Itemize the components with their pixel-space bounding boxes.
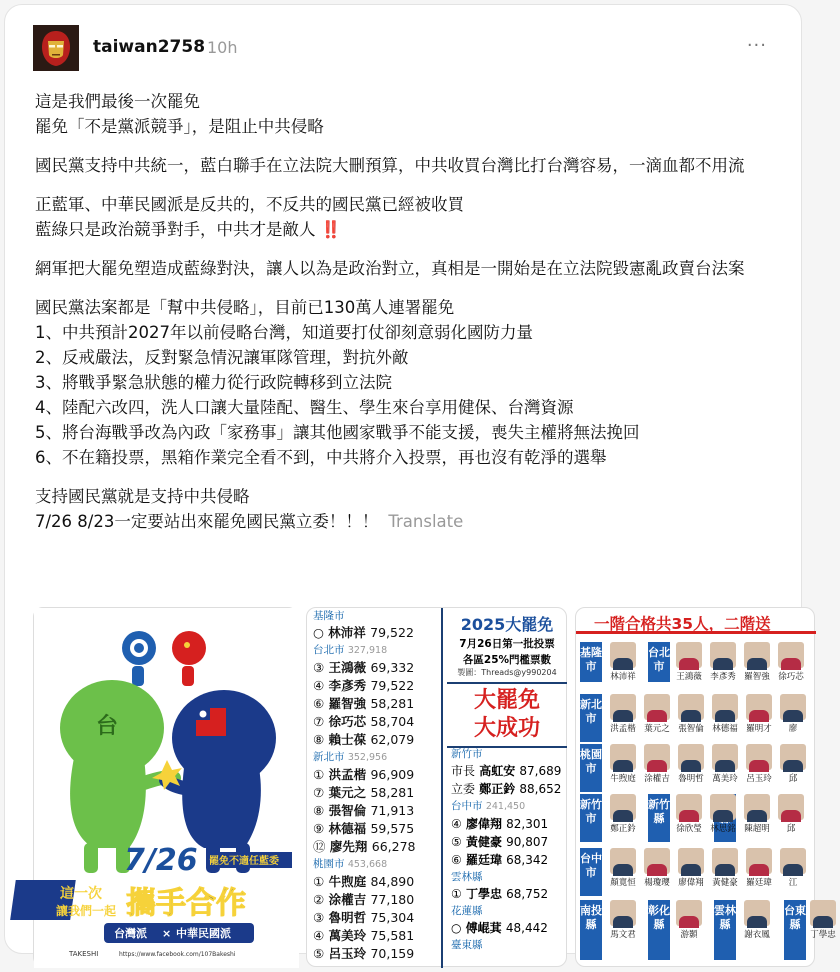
- candidate-name: 牛煦庭: [610, 774, 636, 784]
- district-mark: ④: [313, 678, 325, 693]
- region-label: 南投縣: [580, 900, 602, 960]
- candidate-photo: [780, 694, 806, 720]
- candidate-photo: [678, 694, 704, 720]
- poster-footer-x: ×: [162, 927, 172, 940]
- district-mark: ①: [313, 874, 325, 889]
- region-name: 基隆市: [313, 610, 345, 622]
- candidate-card: [706, 642, 740, 682]
- list-item: [451, 815, 567, 833]
- candidate-name: 李彥秀: [328, 678, 367, 693]
- district-mark: ⑤: [451, 835, 462, 849]
- paragraph: [35, 484, 785, 534]
- paragraph: [35, 256, 785, 281]
- threshold-votes: 77,180: [370, 892, 415, 907]
- text-line: 國民黨支持中共統一，藍白聯手在立法院大刪預算，中共收買台灣比打台灣容易，一滴血都不用流: [35, 156, 745, 175]
- threshold-votes: 62,079: [370, 732, 415, 747]
- region-name: 新竹市: [451, 748, 483, 760]
- threshold-votes: 58,704: [370, 714, 415, 729]
- region-name: 臺東縣: [451, 939, 483, 951]
- double-exclamation-icon: ‼️: [320, 220, 342, 239]
- candidate-card: [742, 694, 776, 734]
- threshold-votes: 59,575: [370, 821, 415, 836]
- candidate-name: 鄭正鈐: [610, 824, 636, 834]
- threshold-votes: 82,301: [506, 817, 549, 831]
- candidate-name: 廖: [788, 724, 798, 734]
- candidate-card: [606, 848, 640, 888]
- candidate-photo: [710, 642, 736, 668]
- poster-credit-url: https://www.facebook.com/107Bakeshi: [119, 951, 236, 958]
- post-time: 10h: [207, 38, 238, 57]
- region-label: 台東縣: [784, 900, 806, 960]
- region-name: 雲林縣: [451, 871, 483, 883]
- threshold-votes: 71,913: [370, 803, 415, 818]
- post-body: [35, 89, 785, 548]
- candidate-name: 邱: [786, 824, 796, 834]
- list-item: [451, 851, 567, 869]
- candidate-card: [708, 694, 742, 734]
- candidate-name: 賴士葆: [328, 732, 367, 747]
- district-mark: ○: [451, 921, 462, 935]
- list-item: [313, 838, 441, 856]
- district-mark: ②: [313, 892, 325, 907]
- list-item: [313, 820, 441, 838]
- region-heading: [451, 937, 567, 953]
- district-mark: ⑦: [313, 714, 325, 729]
- candidate-card: [776, 694, 810, 734]
- recall-slogan-line: 大成功: [473, 716, 540, 741]
- candidate-name: 葉元之: [328, 785, 367, 800]
- text-line: [35, 509, 785, 534]
- candidate-name: 丁學忠: [465, 887, 502, 901]
- candidate-photo: [746, 744, 772, 770]
- green-figure-char: 台: [96, 714, 119, 739]
- candidate-name: 魯明哲: [328, 910, 367, 925]
- candidate-photo: [678, 744, 704, 770]
- candidate-name: 林德福: [328, 821, 367, 836]
- text-line: 支持國民黨就是支持中共侵略: [35, 487, 250, 506]
- region-name: 花蓮縣: [451, 905, 483, 917]
- paragraph: [35, 295, 785, 470]
- candidate-card: [606, 744, 640, 784]
- candidate-name: 廖偉翔: [678, 878, 704, 888]
- text-line: 正藍軍、中華民國派是反共的，不反共的國民黨已經被收買: [35, 195, 464, 214]
- candidate-name: 涂權吉: [328, 892, 367, 907]
- poster-line1: 這一次: [60, 886, 102, 902]
- poster-tag: 罷免不適任藍委: [209, 856, 279, 867]
- candidate-photo: [744, 900, 770, 926]
- candidate-name: 徐欣瑩: [676, 824, 702, 834]
- candidate-card: [640, 694, 674, 734]
- region-population: 352,956: [347, 752, 388, 763]
- candidate-name: 陳超明: [744, 824, 770, 834]
- candidate-photo: [778, 642, 804, 668]
- region-population: 453,668: [347, 859, 388, 870]
- candidate-photo: [744, 642, 770, 668]
- column-divider: [441, 608, 443, 968]
- candidate-card: [740, 642, 774, 682]
- candidate-photo: [610, 848, 636, 874]
- candidate-photo: [712, 694, 738, 720]
- recall-title: 2025大罷免: [460, 615, 554, 634]
- text-line: 罷免「不是黨派競爭」，是阻止中共侵略: [35, 117, 324, 136]
- list-item: [313, 909, 441, 927]
- candidate-photo: [644, 744, 670, 770]
- district-mark: ⑦: [313, 785, 325, 800]
- region-population: 241,450: [485, 801, 526, 812]
- candidate-card: [774, 642, 808, 682]
- candidate-name: 洪孟楷: [328, 767, 367, 782]
- text-line: [35, 217, 785, 242]
- candidate-photo: [610, 694, 636, 720]
- district-mark: ⑥: [451, 853, 462, 867]
- list-item: [313, 784, 441, 802]
- candidate-photo: [610, 744, 636, 770]
- poster-date: 7/26: [124, 843, 198, 878]
- candidate-name: 林沛祥: [328, 625, 366, 640]
- region-heading: [313, 608, 441, 624]
- threshold-votes: 68,342: [506, 853, 549, 867]
- district-mark: ○: [313, 625, 324, 640]
- candidate-card: [776, 848, 810, 888]
- candidate-photo: [644, 694, 670, 720]
- candidate-name: 高虹安: [479, 764, 516, 778]
- threshold-votes: 70,159: [370, 946, 415, 961]
- candidate-card: [706, 794, 740, 834]
- candidate-card: [742, 848, 776, 888]
- candidate-name: 顏寬恒: [610, 878, 636, 888]
- candidate-name: 李彥秀: [710, 672, 736, 682]
- poster-slogan: 攜手合作: [126, 886, 246, 921]
- region-label: 彰化縣: [648, 900, 670, 960]
- text-line: 6、不在籍投票，黑箱作業完全看不到，中共將介入投票，再也沒有乾淨的選舉: [35, 448, 607, 467]
- recall-list-right: [451, 746, 567, 953]
- region-heading: [313, 856, 441, 873]
- district-mark: ⑤: [313, 946, 325, 961]
- candidate-name: 洪孟楷: [610, 724, 636, 734]
- candidate-name: 王鴻薇: [676, 672, 702, 682]
- region-label: 桃園市: [580, 744, 602, 792]
- district-mark: ⑫: [313, 839, 326, 854]
- poster-line2: 讓我們一起: [56, 904, 117, 918]
- threshold-votes: 96,909: [370, 767, 415, 782]
- region-heading: [451, 869, 567, 885]
- candidate-photo: [712, 848, 738, 874]
- candidate-name: 魯明哲: [678, 774, 704, 784]
- candidate-name: 廖偉翔: [465, 817, 502, 831]
- candidate-photo: [610, 642, 636, 668]
- poster-footer-left: 台灣派: [114, 927, 147, 940]
- candidate-name: 黃健豪: [712, 878, 738, 888]
- candidate-photo: [610, 794, 636, 820]
- avatar[interactable]: [33, 25, 79, 71]
- candidate-name: 傅崐萁: [465, 921, 502, 935]
- threshold-votes: 90,807: [506, 835, 549, 849]
- list-item: [451, 885, 567, 903]
- candidate-photo: [780, 848, 806, 874]
- text-line: 1、中共預計2027年以前侵略台灣，知道要打仗卻刻意弱化國防力量: [35, 323, 533, 342]
- list-item: [313, 945, 441, 963]
- list-item: [451, 780, 567, 798]
- candidate-name: 邱: [788, 774, 798, 784]
- avatar-ironman-icon: [33, 25, 79, 71]
- list-item: [313, 624, 441, 642]
- image-gallery: [33, 607, 836, 967]
- candidate-name: 江: [788, 878, 798, 888]
- region-label: 新竹市: [580, 794, 602, 842]
- text-line: 5、將台海戰爭改為內政「家務事」讓其他國家戰爭不能支援，喪失主權將無法挽回: [35, 423, 640, 442]
- list-item: [313, 677, 441, 695]
- text-line: 網軍把大罷免塑造成藍綠對決，讓人以為是政治對立，真相是一開始是在立法院毀憲亂政賣台法案: [35, 259, 745, 278]
- candidate-name: 楊瓊瓔: [644, 878, 670, 888]
- candidate-card: [672, 642, 706, 682]
- candidate-card: [708, 744, 742, 784]
- list-item: [313, 802, 441, 820]
- threshold-votes: 69,332: [370, 660, 415, 675]
- district-mark: 立委: [451, 782, 476, 796]
- text-line: 4、陸配六改四，洗人口讓大量陸配、醫生、學生來台享用健保、台灣資源: [35, 398, 574, 417]
- threshold-votes: 48,442: [505, 921, 548, 935]
- recall-slogan: [447, 682, 567, 748]
- candidate-card: [672, 900, 706, 940]
- candidate-card: [672, 794, 706, 834]
- candidate-name: 徐巧芯: [328, 714, 367, 729]
- candidate-card: [674, 848, 708, 888]
- region-heading: [451, 798, 567, 815]
- candidate-name: 林思銘: [710, 824, 736, 834]
- candidate-name: 羅明才: [746, 724, 772, 734]
- region-name: 台北市: [313, 644, 345, 656]
- list-item: [451, 833, 567, 851]
- region-heading: [313, 642, 441, 659]
- candidate-card: [606, 794, 640, 834]
- candidate-name: 牛煦庭: [328, 874, 367, 889]
- district-mark: ③: [313, 660, 325, 675]
- poster-footer-right: 中華民國派: [176, 927, 231, 940]
- candidate-card: [640, 744, 674, 784]
- text-span: 藍綠只是政治競爭對手，中共才是敵人: [35, 220, 316, 239]
- candidate-card: [640, 848, 674, 888]
- text-line: 2、反戒嚴法，反對緊急情況讓軍隊管理，對抗外敵: [35, 348, 409, 367]
- threshold-votes: 75,304: [370, 910, 415, 925]
- candidate-name: 萬美玲: [712, 774, 738, 784]
- candidate-card: [806, 900, 840, 940]
- candidate-card: [606, 642, 640, 682]
- candidate-photo: [744, 794, 770, 820]
- paragraph: [35, 192, 785, 242]
- candidate-name: 鄭正鈐: [479, 782, 516, 796]
- poster-credit-name: TAKESHI: [69, 950, 99, 958]
- recall-threshold-label: 各區25%門檻票數: [462, 654, 552, 666]
- candidate-photo: [644, 848, 670, 874]
- image-cartoon[interactable]: [33, 607, 298, 967]
- candidate-photo: [678, 848, 704, 874]
- district-mark: ⑧: [313, 732, 325, 747]
- threshold-votes: 84,890: [370, 874, 415, 889]
- region-label: 新北市: [580, 694, 602, 742]
- district-mark: ⑨: [313, 821, 325, 836]
- cartoon-illustration: [34, 608, 299, 968]
- candidate-name: 林德福: [712, 724, 738, 734]
- paragraph: [35, 153, 785, 178]
- district-mark: ⑧: [313, 803, 325, 818]
- candidate-photo: [712, 744, 738, 770]
- list-item: [451, 919, 567, 937]
- candidate-card: [774, 794, 808, 834]
- candidate-photo: [710, 794, 736, 820]
- candidate-name: 呂玉玲: [328, 946, 367, 961]
- more-options-icon[interactable]: ···: [746, 35, 767, 56]
- recall-subtitle: 7月26日第一批投票: [459, 638, 555, 650]
- text-line: 3、將戰爭緊急狀態的權力從行政院轉移到立法院: [35, 373, 392, 392]
- candidate-name: 羅智強: [744, 672, 770, 682]
- threshold-votes: 87,689: [519, 764, 562, 778]
- translate-link[interactable]: Translate: [388, 512, 464, 531]
- candidate-card: [674, 744, 708, 784]
- candidate-photo: [610, 900, 636, 926]
- region-label: 台北市: [648, 642, 670, 682]
- district-mark: ①: [451, 887, 462, 901]
- threshold-votes: 58,281: [370, 696, 415, 711]
- candidate-card: [674, 694, 708, 734]
- list-item: [313, 695, 441, 713]
- candidate-card: [606, 900, 640, 940]
- list-item: [313, 659, 441, 677]
- list-item: [313, 927, 441, 945]
- candidate-photo: [780, 744, 806, 770]
- region-label: 台中市: [580, 848, 602, 896]
- district-mark: ④: [451, 817, 462, 831]
- threshold-votes: 75,581: [370, 928, 415, 943]
- district-mark: ④: [313, 928, 325, 943]
- candidate-name: 黃健豪: [465, 835, 502, 849]
- recall-slogan-line: 大罷免: [473, 688, 540, 713]
- district-mark: 市長: [451, 764, 476, 778]
- threshold-votes: 79,522: [370, 625, 414, 640]
- region-name: 台中市: [451, 800, 483, 812]
- candidates-banner: 一階合格共35人，二階送: [576, 608, 816, 634]
- candidate-photo: [746, 694, 772, 720]
- candidate-photo: [676, 642, 702, 668]
- candidate-name: 葉元之: [644, 724, 670, 734]
- threshold-votes: 66,278: [371, 839, 416, 854]
- district-mark: ⑥: [313, 696, 325, 711]
- recall-list-left: [313, 608, 441, 963]
- candidate-card: [740, 900, 774, 940]
- text-line: 國民黨法案都是「幫中共侵略」，目前已130萬人連署罷免: [35, 298, 455, 317]
- candidate-card: [606, 694, 640, 734]
- candidate-card: [740, 794, 774, 834]
- threshold-votes: 68,752: [506, 887, 549, 901]
- region-label: 基隆市: [580, 642, 602, 682]
- candidate-card: [776, 744, 810, 784]
- candidate-name: 羅廷瑋: [465, 853, 502, 867]
- region-heading: [313, 749, 441, 766]
- candidate-name: 徐巧芯: [778, 672, 804, 682]
- text-line: 這是我們最後一次罷免: [35, 92, 200, 111]
- image-recall-list[interactable]: [306, 607, 567, 967]
- candidate-name: 張智倫: [328, 803, 367, 818]
- region-heading: [451, 903, 567, 919]
- list-item: [313, 873, 441, 891]
- candidate-card: [708, 848, 742, 888]
- candidate-name: 羅智強: [328, 696, 367, 711]
- threshold-votes: 79,522: [370, 678, 415, 693]
- candidate-photo: [810, 900, 836, 926]
- list-item: [313, 766, 441, 784]
- text-span: 7/26 8/23一定要站出來罷免國民黨立委！！！: [35, 512, 379, 531]
- region-heading: [451, 746, 567, 762]
- post-card: [4, 4, 836, 961]
- candidate-photo: [746, 848, 772, 874]
- candidate-name: 馬文君: [610, 930, 636, 940]
- candidate-photo: [676, 900, 702, 926]
- candidate-name: 丁學忠: [810, 930, 836, 940]
- region-name: 新北市: [313, 751, 345, 763]
- region-population: 327,918: [347, 645, 388, 656]
- list-item: [451, 762, 567, 780]
- threshold-votes: 88,652: [519, 782, 562, 796]
- candidate-photo: [676, 794, 702, 820]
- candidate-name: 羅廷瑋: [746, 878, 772, 888]
- candidate-name: 廖先翔: [329, 839, 368, 854]
- username[interactable]: taiwan2758: [93, 37, 206, 57]
- paragraph: [35, 89, 785, 139]
- list-item: [313, 731, 441, 749]
- candidate-name: 涂權吉: [644, 774, 670, 784]
- candidate-name: 游顥: [680, 930, 698, 940]
- candidate-name: 張智倫: [678, 724, 704, 734]
- image-candidates-grid[interactable]: [575, 607, 836, 967]
- candidate-name: 王鴻薇: [328, 660, 367, 675]
- region-label: 雲林縣: [714, 900, 736, 960]
- list-item: [313, 891, 441, 909]
- region-label: 新竹縣: [648, 794, 670, 842]
- region-name: 桃園市: [313, 858, 345, 870]
- candidate-photo: [778, 794, 804, 820]
- threshold-votes: 58,281: [370, 785, 415, 800]
- candidate-name: 萬美玲: [328, 928, 367, 943]
- recall-credit: 製圖：Threads@y990204: [457, 668, 557, 677]
- candidate-name: 呂玉玲: [746, 774, 772, 784]
- candidate-name: 謝衣鳳: [744, 930, 770, 940]
- district-mark: ①: [313, 767, 325, 782]
- candidate-name: 林沛祥: [610, 672, 636, 682]
- district-mark: ③: [313, 910, 325, 925]
- list-item: [313, 713, 441, 731]
- candidate-card: [742, 744, 776, 784]
